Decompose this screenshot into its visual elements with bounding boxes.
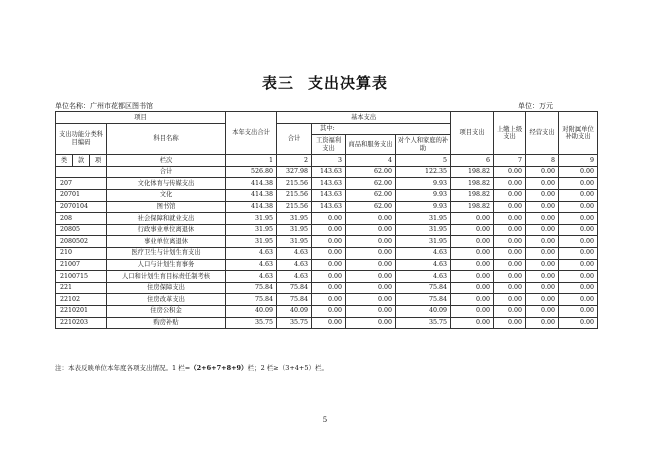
- row-value-col-6: 0.00: [451, 247, 494, 259]
- row-value-col-8: 0.00: [526, 201, 559, 213]
- row-value-col-5: 9.93: [396, 189, 451, 201]
- row-value-col-7: 0.00: [494, 247, 526, 259]
- row-value-col-3: 143.63: [312, 166, 346, 178]
- row-value-col-1: 414.38: [226, 189, 277, 201]
- table-row: [56, 236, 598, 248]
- row-name: 住房保障支出: [107, 282, 226, 294]
- header-year-total: 本年支出合计: [226, 112, 277, 155]
- row-value-col-8: 0.00: [526, 166, 559, 178]
- row-value-col-9: 0.00: [559, 213, 598, 225]
- row-value-col-2: 327.98: [277, 166, 312, 178]
- row-value-col-3: 0.00: [312, 305, 346, 317]
- row-value-col-4: 0.00: [346, 271, 396, 283]
- row-value-col-4: 0.00: [346, 213, 396, 225]
- row-value-col-7: 0.00: [494, 259, 526, 271]
- row-value-col-1: 414.38: [226, 201, 277, 213]
- row-value-col-3: 0.00: [312, 271, 346, 283]
- header-lanci: 栏次: [107, 155, 226, 167]
- table-row: [56, 247, 598, 259]
- row-name: 合计: [107, 166, 226, 178]
- row-name: 文化: [107, 189, 226, 201]
- row-value-col-9: 0.00: [559, 294, 598, 306]
- row-value-col-7: 0.00: [494, 224, 526, 236]
- row-value-col-1: 31.95: [226, 213, 277, 225]
- unit-label: 单位：万元: [518, 102, 553, 110]
- row-value-col-2: 31.95: [277, 224, 312, 236]
- row-value-col-1: 35.75: [226, 317, 277, 329]
- row-value-col-2: 4.63: [277, 271, 312, 283]
- col-num-5: 5: [396, 155, 451, 167]
- row-value-col-6: 0.00: [451, 224, 494, 236]
- header-total: 合计: [277, 123, 312, 155]
- title-part1: 表三: [261, 74, 294, 92]
- row-value-col-9: 0.00: [559, 259, 598, 271]
- table-row: [56, 271, 598, 283]
- row-value-col-9: 0.00: [559, 236, 598, 248]
- header-personal: 对个人和家庭的补助: [396, 135, 451, 155]
- row-value-col-9: 0.00: [559, 317, 598, 329]
- row-value-col-2: 215.56: [277, 201, 312, 213]
- row-value-col-4: 62.00: [346, 166, 396, 178]
- row-code: 21007: [56, 259, 107, 271]
- row-value-col-5: 75.84: [396, 294, 451, 306]
- row-value-col-5: 31.95: [396, 236, 451, 248]
- row-value-col-6: 198.82: [451, 189, 494, 201]
- row-value-col-9: 0.00: [559, 282, 598, 294]
- table-row: [56, 201, 598, 213]
- header-including: 其中:: [312, 123, 451, 135]
- row-value-col-1: 414.38: [226, 178, 277, 190]
- row-value-col-7: 0.00: [494, 271, 526, 283]
- row-name: 住房公积金: [107, 305, 226, 317]
- header-row-1: [56, 112, 598, 124]
- row-value-col-8: 0.00: [526, 247, 559, 259]
- row-value-col-7: 0.00: [494, 282, 526, 294]
- col-num-1: 1: [226, 155, 277, 167]
- row-value-col-7: 0.00: [494, 166, 526, 178]
- row-value-col-2: 215.56: [277, 189, 312, 201]
- row-name: 人口和计划生育目标责任制考核: [107, 271, 226, 283]
- row-value-col-1: 4.63: [226, 271, 277, 283]
- header-category-code: 支出功能分类科目编码: [56, 123, 107, 155]
- expenditure-table: [55, 111, 598, 329]
- row-value-col-8: 0.00: [526, 213, 559, 225]
- row-value-col-4: 0.00: [346, 247, 396, 259]
- row-value-col-1: 526.80: [226, 166, 277, 178]
- row-code: 22102: [56, 294, 107, 306]
- row-value-col-2: 31.95: [277, 213, 312, 225]
- row-value-col-4: 0.00: [346, 305, 396, 317]
- row-value-col-4: 62.00: [346, 189, 396, 201]
- row-value-col-7: 0.00: [494, 201, 526, 213]
- row-code: 2070104: [56, 201, 107, 213]
- row-value-col-9: 0.00: [559, 201, 598, 213]
- row-value-col-8: 0.00: [526, 271, 559, 283]
- page-number: 5: [322, 416, 328, 424]
- row-value-col-8: 0.00: [526, 317, 559, 329]
- row-code: 207: [56, 178, 107, 190]
- row-code: 2210203: [56, 317, 107, 329]
- header-subsidy: 对附属单位补助支出: [559, 112, 598, 155]
- row-value-col-1: 40.09: [226, 305, 277, 317]
- row-value-col-3: 0.00: [312, 224, 346, 236]
- table-row: [56, 282, 598, 294]
- row-value-col-8: 0.00: [526, 259, 559, 271]
- row-value-col-2: 215.56: [277, 178, 312, 190]
- row-code: 2210201: [56, 305, 107, 317]
- row-value-col-3: 0.00: [312, 317, 346, 329]
- row-name: 购房补贴: [107, 317, 226, 329]
- row-value-col-5: 40.09: [396, 305, 451, 317]
- table-row: [56, 213, 598, 225]
- row-value-col-6: 198.82: [451, 201, 494, 213]
- row-value-col-6: 0.00: [451, 213, 494, 225]
- row-value-col-5: 31.95: [396, 224, 451, 236]
- col-num-7: 7: [494, 155, 526, 167]
- row-value-col-6: 198.82: [451, 166, 494, 178]
- row-value-col-8: 0.00: [526, 178, 559, 190]
- row-code: 208: [56, 213, 107, 225]
- row-value-col-4: 0.00: [346, 317, 396, 329]
- table-row: [56, 178, 598, 190]
- table-row: [56, 224, 598, 236]
- row-value-col-6: 0.00: [451, 317, 494, 329]
- row-value-col-7: 0.00: [494, 305, 526, 317]
- row-value-col-8: 0.00: [526, 189, 559, 201]
- row-value-col-4: 0.00: [346, 236, 396, 248]
- row-value-col-9: 0.00: [559, 247, 598, 259]
- header-kuan: 款: [73, 155, 90, 167]
- row-value-col-3: 0.00: [312, 213, 346, 225]
- header-lei: 类: [56, 155, 73, 167]
- row-value-col-7: 0.00: [494, 189, 526, 201]
- header-item: 项目: [56, 112, 226, 124]
- row-value-col-6: 0.00: [451, 305, 494, 317]
- table-row: [56, 189, 598, 201]
- row-value-col-2: 35.75: [277, 317, 312, 329]
- row-value-col-1: 31.95: [226, 236, 277, 248]
- header-xiang: 项: [90, 155, 107, 167]
- row-value-col-1: 4.63: [226, 247, 277, 259]
- row-value-col-2: 40.09: [277, 305, 312, 317]
- row-code: [56, 166, 107, 178]
- row-value-col-4: 0.00: [346, 224, 396, 236]
- row-value-col-4: 0.00: [346, 259, 396, 271]
- row-value-col-3: 143.63: [312, 178, 346, 190]
- note-prefix: 注：本表反映单位本年度各项支出情况。1 栏=: [55, 364, 191, 372]
- row-value-col-6: 0.00: [451, 271, 494, 283]
- row-value-col-4: 0.00: [346, 282, 396, 294]
- row-value-col-3: 143.63: [312, 201, 346, 213]
- row-name: 社会保障和就业支出: [107, 213, 226, 225]
- col-num-9: 9: [559, 155, 598, 167]
- row-code: 20805: [56, 224, 107, 236]
- row-value-col-3: 0.00: [312, 247, 346, 259]
- row-value-col-2: 75.84: [277, 282, 312, 294]
- row-value-col-5: 31.95: [396, 213, 451, 225]
- row-value-col-9: 0.00: [559, 305, 598, 317]
- row-value-col-8: 0.00: [526, 224, 559, 236]
- header-upper: 上缴上级支出: [494, 112, 526, 155]
- row-value-col-7: 0.00: [494, 213, 526, 225]
- row-value-col-9: 0.00: [559, 166, 598, 178]
- row-code: 20701: [56, 189, 107, 201]
- row-value-col-2: 4.63: [277, 247, 312, 259]
- row-value-col-8: 0.00: [526, 236, 559, 248]
- row-value-col-5: 9.93: [396, 178, 451, 190]
- row-value-col-3: 0.00: [312, 294, 346, 306]
- row-value-col-5: 75.84: [396, 282, 451, 294]
- row-value-col-8: 0.00: [526, 305, 559, 317]
- row-value-col-1: 75.84: [226, 294, 277, 306]
- table-row: [56, 294, 598, 306]
- table-note: [55, 363, 328, 372]
- row-value-col-4: 62.00: [346, 178, 396, 190]
- note-suffix: 栏；2 栏≥（3+4+5）栏。: [247, 364, 329, 372]
- row-value-col-1: 31.95: [226, 224, 277, 236]
- col-num-6: 6: [451, 155, 494, 167]
- row-value-col-5: 4.63: [396, 259, 451, 271]
- row-value-col-3: 0.00: [312, 259, 346, 271]
- row-value-col-8: 0.00: [526, 294, 559, 306]
- row-code: 210: [56, 247, 107, 259]
- row-value-col-1: 75.84: [226, 282, 277, 294]
- col-num-8: 8: [526, 155, 559, 167]
- row-value-col-3: 143.63: [312, 189, 346, 201]
- row-value-col-6: 0.00: [451, 282, 494, 294]
- row-name: 事业单位离退休: [107, 236, 226, 248]
- row-value-col-9: 0.00: [559, 178, 598, 190]
- row-value-col-7: 0.00: [494, 236, 526, 248]
- row-name: 人口与计划生育事务: [107, 259, 226, 271]
- col-num-4: 4: [346, 155, 396, 167]
- row-value-col-1: 4.63: [226, 259, 277, 271]
- col-num-3: 3: [312, 155, 346, 167]
- title-part2: 支出决算表: [308, 74, 389, 92]
- row-value-col-9: 0.00: [559, 189, 598, 201]
- header-basic: 基本支出: [277, 112, 451, 124]
- row-value-col-6: 198.82: [451, 178, 494, 190]
- table-row: [56, 317, 598, 329]
- row-value-col-5: 9.93: [396, 201, 451, 213]
- row-code: 2100715: [56, 271, 107, 283]
- row-value-col-6: 0.00: [451, 236, 494, 248]
- row-value-col-2: 75.84: [277, 294, 312, 306]
- row-value-col-7: 0.00: [494, 178, 526, 190]
- header-wages: 工资福利支出: [312, 135, 346, 155]
- row-value-col-5: 35.75: [396, 317, 451, 329]
- table-row: [56, 305, 598, 317]
- row-value-col-5: 122.35: [396, 166, 451, 178]
- row-value-col-9: 0.00: [559, 224, 598, 236]
- row-value-col-3: 0.00: [312, 236, 346, 248]
- unit-name-label: 单位名称：广州市花都区图书馆: [55, 102, 153, 110]
- header-subject-name: 科目名称: [107, 123, 226, 155]
- row-value-col-2: 4.63: [277, 259, 312, 271]
- row-value-col-2: 31.95: [277, 236, 312, 248]
- row-value-col-9: 0.00: [559, 271, 598, 283]
- row-name: 住房改革支出: [107, 294, 226, 306]
- header-project: 项目支出: [451, 112, 494, 155]
- row-value-col-4: 0.00: [346, 294, 396, 306]
- note-formula: （2+6+7+8+9）: [190, 364, 248, 372]
- row-value-col-5: 4.63: [396, 247, 451, 259]
- row-value-col-6: 0.00: [451, 259, 494, 271]
- table-body: [56, 112, 598, 329]
- table-row: [56, 166, 598, 178]
- row-name: 文化体育与传媒支出: [107, 178, 226, 190]
- col-num-2: 2: [277, 155, 312, 167]
- row-value-col-6: 0.00: [451, 294, 494, 306]
- row-value-col-3: 0.00: [312, 282, 346, 294]
- row-name: 图书馆: [107, 201, 226, 213]
- table-row: [56, 259, 598, 271]
- row-code: 221: [56, 282, 107, 294]
- row-name: 行政事业单位离退休: [107, 224, 226, 236]
- page-title: [0, 72, 650, 93]
- row-value-col-8: 0.00: [526, 282, 559, 294]
- header-business: 经营支出: [526, 112, 559, 155]
- row-value-col-7: 0.00: [494, 294, 526, 306]
- row-name: 医疗卫生与计划生育支出: [107, 247, 226, 259]
- header-goods: 商品和服务支出: [346, 135, 396, 155]
- row-value-col-4: 62.00: [346, 201, 396, 213]
- row-value-col-7: 0.00: [494, 317, 526, 329]
- row-code: 2080502: [56, 236, 107, 248]
- row-value-col-5: 4.63: [396, 271, 451, 283]
